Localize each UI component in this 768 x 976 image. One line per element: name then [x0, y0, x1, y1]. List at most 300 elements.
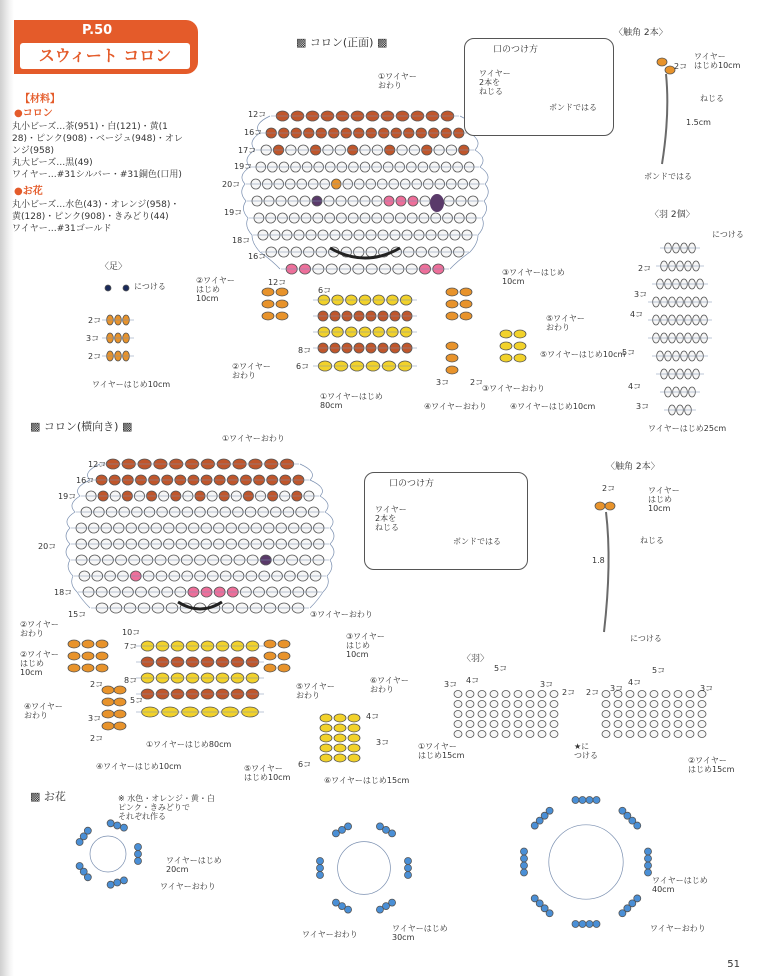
bead	[638, 701, 646, 708]
materials-colon-heading: ●コロン	[14, 108, 53, 119]
note-wire-start-5: ⑤ワイヤーはじめ10cm	[540, 350, 626, 359]
wing-side-count: 3コ	[444, 680, 458, 689]
note-wire-end-6-side: ⑥ワイヤー おわり	[370, 676, 409, 695]
bead	[466, 701, 474, 708]
bead	[446, 354, 458, 362]
materials-heading: 【材料】	[20, 94, 60, 105]
bead	[626, 691, 634, 698]
bead	[550, 701, 558, 708]
bead	[82, 664, 94, 672]
wing-count: 4コ	[630, 310, 644, 319]
bead	[602, 731, 610, 738]
bead-count: 3コ	[376, 738, 390, 747]
materials-colon-line: 丸大ビーズ…黒(49)	[12, 158, 93, 168]
wing-count: 4コ	[628, 382, 642, 391]
bead	[674, 691, 682, 698]
bead	[686, 691, 694, 698]
row-count: 19コ	[58, 492, 77, 501]
bead	[490, 721, 498, 728]
bead-count: 8コ	[298, 346, 312, 355]
bead	[320, 734, 332, 742]
bead	[114, 710, 126, 718]
bead	[348, 724, 360, 732]
bead	[264, 640, 276, 648]
wing-wire-note: ワイヤーはじめ25cm	[648, 424, 727, 433]
antenna-side-count: 2コ	[602, 484, 616, 493]
flower-section-title-text: お花	[43, 790, 66, 803]
flower-3-wire-end: ワイヤーおわり	[650, 924, 706, 933]
bead	[538, 721, 546, 728]
bead	[638, 721, 646, 728]
bead	[550, 711, 558, 718]
wing-side-count: 3コ	[700, 684, 714, 693]
bead	[114, 686, 126, 694]
bead	[320, 724, 332, 732]
bead	[586, 921, 593, 928]
bead	[107, 881, 114, 888]
bead	[662, 711, 670, 718]
wing-side-count: 4コ	[466, 676, 480, 685]
bead	[264, 664, 276, 672]
antenna-glue-note: ボンドではる	[644, 172, 692, 181]
bead	[602, 691, 610, 698]
page-reference: P.50	[82, 23, 113, 38]
bead	[602, 711, 610, 718]
note-wire-end-4: ④ワイヤーおわり	[424, 402, 487, 411]
legs-count: 2コ	[88, 352, 102, 361]
bead	[345, 823, 352, 830]
note-wire-end-2-side: ②ワイヤー おわり	[20, 620, 59, 639]
bead	[478, 711, 486, 718]
bead-count: 2コ	[90, 680, 104, 689]
row-count: 12コ	[248, 110, 267, 119]
bead	[650, 731, 658, 738]
wing-side-wire-start-1: ①ワイヤー はじめ15cm	[418, 742, 465, 761]
wing-side-count: 2コ	[586, 688, 600, 697]
wing-attach-note: につける	[712, 230, 744, 239]
legs-wire-note: ワイヤーはじめ10cm	[92, 380, 171, 389]
note-wire-end-5: ⑤ワイヤー おわり	[546, 314, 585, 333]
bead	[595, 502, 605, 510]
bead	[276, 300, 288, 308]
wing-title: 〈羽 2個〉	[650, 210, 695, 220]
bead	[514, 731, 522, 738]
bead	[454, 701, 462, 708]
bead	[605, 502, 615, 510]
bead	[579, 921, 586, 928]
materials-colon-line: 丸小ビーズ…茶(951)・白(121)・黄(1	[12, 122, 168, 132]
bead	[514, 354, 526, 362]
bead	[478, 731, 486, 738]
bead	[645, 855, 652, 862]
bead	[521, 855, 528, 862]
legs-title: 〈足〉	[100, 262, 128, 272]
flower-2-wire-start: ワイヤーはじめ 30cm	[392, 924, 448, 943]
mouth-instruction-box-side	[364, 472, 528, 570]
bead	[446, 366, 458, 374]
bead	[84, 827, 91, 834]
bead	[348, 734, 360, 742]
bead	[348, 754, 360, 762]
side-view-title: ▩ コロン(横向き) ▩	[30, 420, 133, 433]
bead	[120, 824, 127, 831]
note-wire-start-4: ④ワイヤーはじめ10cm	[510, 402, 596, 411]
flower-2-wire-end: ワイヤーおわり	[302, 930, 358, 939]
bead	[405, 872, 412, 879]
bead	[579, 797, 586, 804]
bead	[514, 342, 526, 350]
bead	[102, 722, 114, 730]
note-wire-start-3-side: ③ワイヤー はじめ 10cm	[346, 632, 385, 660]
wing-side-title: 〈羽〉	[462, 654, 490, 664]
bead	[514, 721, 522, 728]
antenna-twist-note: ねじる	[700, 94, 724, 103]
mouth-box-title: 口のつけ方	[493, 45, 539, 55]
note-wire-start-5-side: ⑤ワイヤー はじめ10cm	[244, 764, 291, 783]
bead	[454, 731, 462, 738]
bead	[645, 848, 652, 855]
bead	[514, 701, 522, 708]
eye	[430, 194, 444, 212]
wing-side-count: 3コ	[610, 684, 624, 693]
bead	[454, 721, 462, 728]
antenna-title: 〈触角 2本〉	[614, 28, 668, 38]
bead	[276, 288, 288, 296]
note-wire-start-4-side: ④ワイヤーはじめ10cm	[96, 762, 182, 771]
materials-colon-line: ンジ(958)	[12, 146, 54, 156]
bead	[317, 858, 324, 865]
bead	[674, 731, 682, 738]
wire-loop	[450, 116, 488, 269]
antenna-length: 1.5cm	[686, 118, 711, 127]
bead	[102, 698, 114, 706]
antenna-side-twist-note: ねじる	[640, 536, 664, 545]
materials-colon-line: ワイヤー…#31シルバー・#31銅色(口用)	[12, 170, 182, 180]
bead	[638, 731, 646, 738]
bead-count: 2コ	[90, 734, 104, 743]
bead	[514, 330, 526, 338]
antenna-wire-note: ワイヤー はじめ10cm	[694, 52, 741, 71]
bead	[602, 701, 610, 708]
bead	[454, 711, 462, 718]
note-wire-end-2: ②ワイヤー おわり	[232, 362, 271, 381]
antenna-side-title: 〈触角 2本〉	[606, 462, 660, 472]
note-wire-start-1-side: ①ワイヤーはじめ80cm	[146, 740, 232, 749]
wing-side-wire-start-2: ②ワイヤー はじめ15cm	[688, 756, 735, 775]
bead	[626, 731, 634, 738]
row-count: 16コ	[248, 252, 267, 261]
bead	[102, 710, 114, 718]
wing-count: 3コ	[634, 290, 648, 299]
front-view-title-text: コロン(正面)	[309, 36, 374, 49]
bead	[500, 354, 512, 362]
row-count: 17コ	[238, 146, 257, 155]
bead	[466, 721, 474, 728]
bead	[454, 691, 462, 698]
wing-side-count: 3コ	[540, 680, 554, 689]
bead	[657, 58, 667, 66]
materials-flower-line: 黄(128)・ピンク(908)・きみどり(44)	[12, 212, 169, 222]
row-count: 16コ	[76, 476, 95, 485]
flower-color-note: ※ 水色・オレンジ・黄・白 ピンク・きみどりで それぞれ作る	[118, 794, 215, 822]
flower-wire	[338, 842, 391, 895]
bead	[619, 910, 626, 917]
bead	[96, 664, 108, 672]
legs-count: 2コ	[88, 316, 102, 325]
bead	[478, 701, 486, 708]
bead	[446, 312, 458, 320]
bead	[320, 754, 332, 762]
bead	[650, 711, 658, 718]
legs-count: 3コ	[86, 334, 100, 343]
bead-count: 2コ	[470, 378, 484, 387]
wing-side-count: 5コ	[494, 664, 508, 673]
bead	[614, 711, 622, 718]
bead	[662, 721, 670, 728]
bead	[686, 711, 694, 718]
bead-count: 4コ	[366, 712, 380, 721]
note-wire-start-2-side: ②ワイヤー はじめ 10cm	[20, 650, 59, 678]
note-wire-start-6-side: ⑥ワイヤーはじめ15cm	[324, 776, 410, 785]
bead	[317, 872, 324, 879]
bead	[626, 711, 634, 718]
bead	[526, 711, 534, 718]
bead	[502, 721, 510, 728]
bead	[68, 652, 80, 660]
row-count: 19コ	[234, 162, 253, 171]
bead	[490, 711, 498, 718]
bead	[107, 820, 114, 827]
bead	[614, 731, 622, 738]
wire-loop	[300, 464, 334, 608]
mouth-box-right-note: ボンドではる	[453, 537, 501, 546]
bead	[531, 895, 538, 902]
bead	[586, 797, 593, 804]
bead	[466, 691, 474, 698]
wing-side-attach-note: ★に つける	[574, 742, 598, 761]
bead-count: 7コ	[124, 642, 138, 651]
bead	[550, 721, 558, 728]
bead	[514, 691, 522, 698]
bead	[526, 731, 534, 738]
wing-side-count: 2コ	[562, 688, 576, 697]
bead	[645, 862, 652, 869]
bead	[638, 711, 646, 718]
mouth-box-left-note: ワイヤー 2本を ねじる	[375, 505, 407, 533]
row-count: 12コ	[88, 460, 107, 469]
bead	[538, 731, 546, 738]
bead	[662, 691, 670, 698]
note-wire-start-1: ①ワイヤーはじめ 80cm	[320, 392, 383, 411]
bead	[478, 721, 486, 728]
bead	[264, 652, 276, 660]
bead	[686, 721, 694, 728]
bead	[135, 858, 142, 865]
bead	[334, 714, 346, 722]
bead	[514, 711, 522, 718]
bead	[82, 652, 94, 660]
wing-side-count: 4コ	[628, 678, 642, 687]
bead	[262, 288, 274, 296]
bead	[626, 721, 634, 728]
page-number: 51	[727, 959, 740, 970]
mouth-box-left-note: ワイヤー 2本を ねじる	[479, 69, 511, 97]
bead	[135, 844, 142, 851]
bead	[650, 721, 658, 728]
bead	[546, 807, 553, 814]
note-wire-end-5-side: ⑤ワイヤー おわり	[296, 682, 335, 701]
bead	[114, 722, 126, 730]
bead	[114, 822, 121, 829]
bead	[572, 921, 579, 928]
bead	[320, 714, 332, 722]
bead	[698, 721, 706, 728]
mouth-box-right-note: ボンドではる	[549, 103, 597, 112]
bead	[460, 312, 472, 320]
bead	[502, 691, 510, 698]
antenna-wire	[604, 512, 609, 632]
bead	[68, 640, 80, 648]
antenna-side-length: 1.8	[592, 556, 605, 565]
bead	[502, 711, 510, 718]
bead	[96, 640, 108, 648]
page-title: スウィート コロン	[20, 43, 190, 69]
bead-count: 6コ	[298, 760, 312, 769]
bead	[686, 701, 694, 708]
row-count: 15コ	[68, 610, 87, 619]
bead	[405, 865, 412, 872]
bead	[526, 721, 534, 728]
bead	[114, 879, 121, 886]
bead	[114, 698, 126, 706]
materials-flower-line: ワイヤー…#31ゴールド	[12, 224, 112, 234]
materials-colon-line: 28)・ピンク(908)・ベージュ(948)・オレ	[12, 134, 183, 144]
bead	[526, 701, 534, 708]
front-view-title: ▩ コロン(正面) ▩	[296, 36, 388, 49]
row-count: 20コ	[38, 542, 57, 551]
bead	[521, 869, 528, 876]
bead	[698, 711, 706, 718]
bead-count: 8コ	[124, 676, 138, 685]
bead	[490, 691, 498, 698]
bead-count: 6コ	[318, 286, 332, 295]
note-wire-end-1: ①ワイヤー おわり	[378, 72, 417, 91]
bead	[262, 312, 274, 320]
bead	[405, 858, 412, 865]
bead	[102, 686, 114, 694]
note-wire-end-1-side: ①ワイヤーおわり	[222, 434, 285, 443]
flower-section-title: ▩ お花	[30, 790, 66, 803]
bead	[674, 721, 682, 728]
bead	[626, 701, 634, 708]
bead	[446, 342, 458, 350]
flower-3-wire-start: ワイヤーはじめ 40cm	[652, 876, 708, 895]
flower-1-wire-start: ワイヤーはじめ 20cm	[166, 856, 222, 875]
bead	[500, 342, 512, 350]
bead	[348, 714, 360, 722]
bead	[593, 921, 600, 928]
bead	[502, 701, 510, 708]
bead	[278, 652, 290, 660]
wing-count: 5コ	[622, 348, 636, 357]
bead	[650, 701, 658, 708]
bead	[550, 731, 558, 738]
note-wire-end-3-side: ③ワイヤーおわり	[310, 610, 373, 619]
note-wire-start-2: ②ワイヤー はじめ 10cm	[196, 276, 235, 304]
bead	[446, 288, 458, 296]
bead	[698, 701, 706, 708]
bead	[662, 701, 670, 708]
bead	[602, 721, 610, 728]
note-wire-end-4-side: ④ワイヤー おわり	[24, 702, 63, 721]
note-wire-start-3: ③ワイヤーはじめ 10cm	[502, 268, 565, 287]
bead	[502, 731, 510, 738]
bead	[460, 300, 472, 308]
mouth	[330, 248, 400, 258]
wire-loop	[66, 464, 100, 608]
flower-wire	[549, 825, 623, 899]
bead	[521, 848, 528, 855]
bead	[550, 691, 558, 698]
bead	[96, 652, 108, 660]
antenna-side-attach-note: につける	[630, 634, 662, 643]
bead	[460, 288, 472, 296]
bead-count: 3コ	[436, 378, 450, 387]
flower-wire	[90, 836, 126, 872]
note-wire-end-3: ③ワイヤーおわり	[482, 384, 545, 393]
bead-count: 5コ	[130, 696, 144, 705]
bead	[478, 691, 486, 698]
row-count: 18コ	[232, 236, 251, 245]
bead	[348, 744, 360, 752]
wing-side-count: 5コ	[652, 666, 666, 675]
bead	[638, 691, 646, 698]
flower-1-wire-end: ワイヤーおわり	[160, 882, 216, 891]
bead	[68, 664, 80, 672]
row-count: 20コ	[222, 180, 241, 189]
bead	[500, 330, 512, 338]
bead	[317, 865, 324, 872]
bead	[645, 869, 652, 876]
mouth-instruction-box	[464, 38, 614, 136]
bead	[120, 877, 127, 884]
mouth-box-title: 口のつけ方	[389, 479, 435, 489]
bead	[278, 640, 290, 648]
bead	[674, 711, 682, 718]
bead	[123, 285, 129, 291]
bead	[82, 640, 94, 648]
bead	[278, 664, 290, 672]
bead	[662, 731, 670, 738]
bead	[538, 691, 546, 698]
bead	[376, 906, 383, 913]
bead	[538, 711, 546, 718]
bead	[538, 701, 546, 708]
bead-count: 10コ	[122, 628, 141, 637]
bead	[334, 744, 346, 752]
bead	[466, 711, 474, 718]
bead-count: 12コ	[268, 278, 287, 287]
antenna-wire	[662, 74, 667, 164]
bead	[593, 797, 600, 804]
materials-flower-line: 丸小ビーズ…水色(43)・オレンジ(958)・	[12, 200, 180, 210]
bead	[634, 822, 641, 829]
antenna-count: 2コ	[674, 62, 688, 71]
row-count: 16コ	[244, 128, 263, 137]
bead	[490, 731, 498, 738]
bead	[572, 797, 579, 804]
bead	[698, 731, 706, 738]
